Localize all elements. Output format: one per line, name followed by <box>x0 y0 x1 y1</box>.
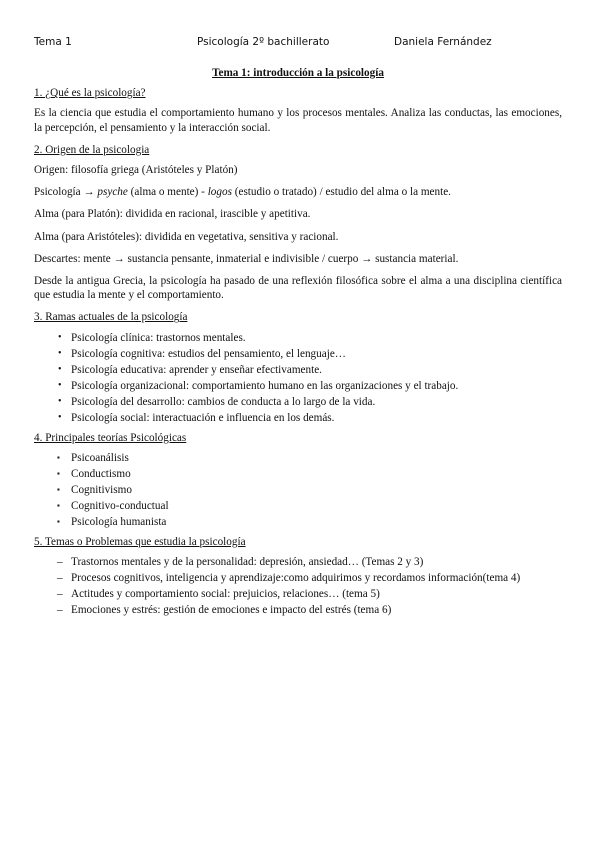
list-marker: – <box>57 588 63 601</box>
list-marker: • <box>58 379 62 391</box>
list-item <box>34 363 562 377</box>
list-marker: • <box>58 347 62 359</box>
descartes-line: Descartes: mente → sustancia pensante, inmaterial e indivisible / cuerpo → sustancia material. <box>34 252 459 265</box>
temas-list <box>34 555 562 617</box>
list-marker: • <box>58 331 62 343</box>
list-marker: • <box>58 411 62 423</box>
list-item-text: Psicología social: interactuación e influencia en los demás. <box>71 411 335 424</box>
list-marker: – <box>57 603 63 616</box>
list-item <box>34 571 562 585</box>
aristoteles-line: Alma (para Aristóteles): dividida en vegetativa, sensitiva y racional. <box>34 230 339 243</box>
section-5-heading: 5. Temas o Problemas que estudia la psicología <box>34 536 246 549</box>
platon-line: Alma (para Platón): dividida en racional, irascible y apetitiva. <box>34 208 311 221</box>
list-item <box>34 467 562 481</box>
logos-term: logos <box>207 186 232 199</box>
etymology-line <box>34 185 562 199</box>
list-item <box>34 395 562 409</box>
etymology-suffix: (estudio o tratado) / estudio del alma o la mente. <box>231 186 451 199</box>
list-marker: ▪ <box>57 453 60 463</box>
list-item-text: Trastornos mentales y de la personalidad: depresión, ansiedad… (Temas 2 y 3) <box>71 556 424 569</box>
list-marker: ▪ <box>57 469 60 479</box>
section-2-heading: 2. Origen de la psicologia <box>34 143 150 156</box>
section-3-heading: 3. Ramas actuales de la psicología <box>34 311 188 324</box>
list-item-text: Psicología organizacional: comportamiento humano en las organizaciones y el trabajo. <box>71 379 459 392</box>
etymology-prefix: Psicología → <box>34 186 98 199</box>
header-topic: Tema 1 <box>34 36 72 48</box>
header-course: Psicología 2º bachillerato <box>197 36 330 48</box>
document-title: Tema 1: introducción a la psicología <box>212 67 384 79</box>
list-item <box>34 515 562 529</box>
grecia-paragraph: Desde la antigua Grecia, la psicología ha pasado de una reflexión filosófica sobre el alma a una disciplina científica que estudia la mente y el comportamiento. <box>34 275 562 302</box>
list-item <box>34 587 562 601</box>
list-marker: ▪ <box>57 485 60 495</box>
list-marker: • <box>58 363 62 375</box>
list-item-text: Emociones y estrés: gestión de emociones e impacto del estrés (tema 6) <box>71 603 392 616</box>
list-item-text: Conductismo <box>71 468 131 481</box>
section-1-text: Es la ciencia que estudia el comportamiento humano y los procesos mentales. Analiza las conductas, las emociones, la percepción, el pensamiento y la interacción social. <box>34 107 562 134</box>
teorias-list <box>34 451 562 529</box>
list-item <box>34 483 562 497</box>
etymology-mid: (alma o mente) - <box>127 186 208 199</box>
list-marker: • <box>58 395 62 407</box>
list-item-text: Psicología del desarrollo: cambios de conducta a lo largo de la vida. <box>71 395 376 408</box>
list-item-text: Psicoanálisis <box>71 452 129 465</box>
page-header <box>34 36 574 50</box>
list-item-text: Psicología cognitiva: estudios del pensamiento, el lenguaje… <box>71 347 346 360</box>
list-item <box>34 451 562 465</box>
list-item <box>34 347 562 361</box>
list-item-text: Procesos cognitivos, inteligencia y aprendizaje:como adquirimos y recordamos información(tema 4) <box>71 572 521 585</box>
ramas-list <box>34 331 562 425</box>
list-marker: – <box>57 556 63 569</box>
origen-line: Origen: filosofía griega (Aristóteles y Platón) <box>34 164 238 177</box>
list-item-text: Cognitivismo <box>71 484 132 497</box>
list-item <box>34 411 562 425</box>
list-marker: – <box>57 572 63 585</box>
list-item-text: Psicología humanista <box>71 516 167 529</box>
list-item <box>34 603 562 617</box>
section-1-heading: 1. ¿Qué es la psicología? <box>34 87 146 100</box>
section-4-heading: 4. Principales teorías Psicológicas <box>34 431 187 444</box>
list-item <box>34 379 562 393</box>
list-item-text: Actitudes y comportamiento social: prejuicios, relaciones… (tema 5) <box>71 588 380 601</box>
document-body <box>34 66 562 623</box>
list-marker: ▪ <box>57 517 60 527</box>
list-item <box>34 555 562 569</box>
list-item-text: Cognitivo-conductual <box>71 500 169 513</box>
list-item-text: Psicología educativa: aprender y enseñar efectivamente. <box>71 363 322 376</box>
list-marker: ▪ <box>57 501 60 511</box>
list-item <box>34 499 562 513</box>
list-item <box>34 331 562 345</box>
header-author: Daniela Fernández <box>394 36 492 48</box>
list-item-text: Psicología clínica: trastornos mentales. <box>71 331 246 344</box>
psyche-term: psyche <box>97 186 128 199</box>
